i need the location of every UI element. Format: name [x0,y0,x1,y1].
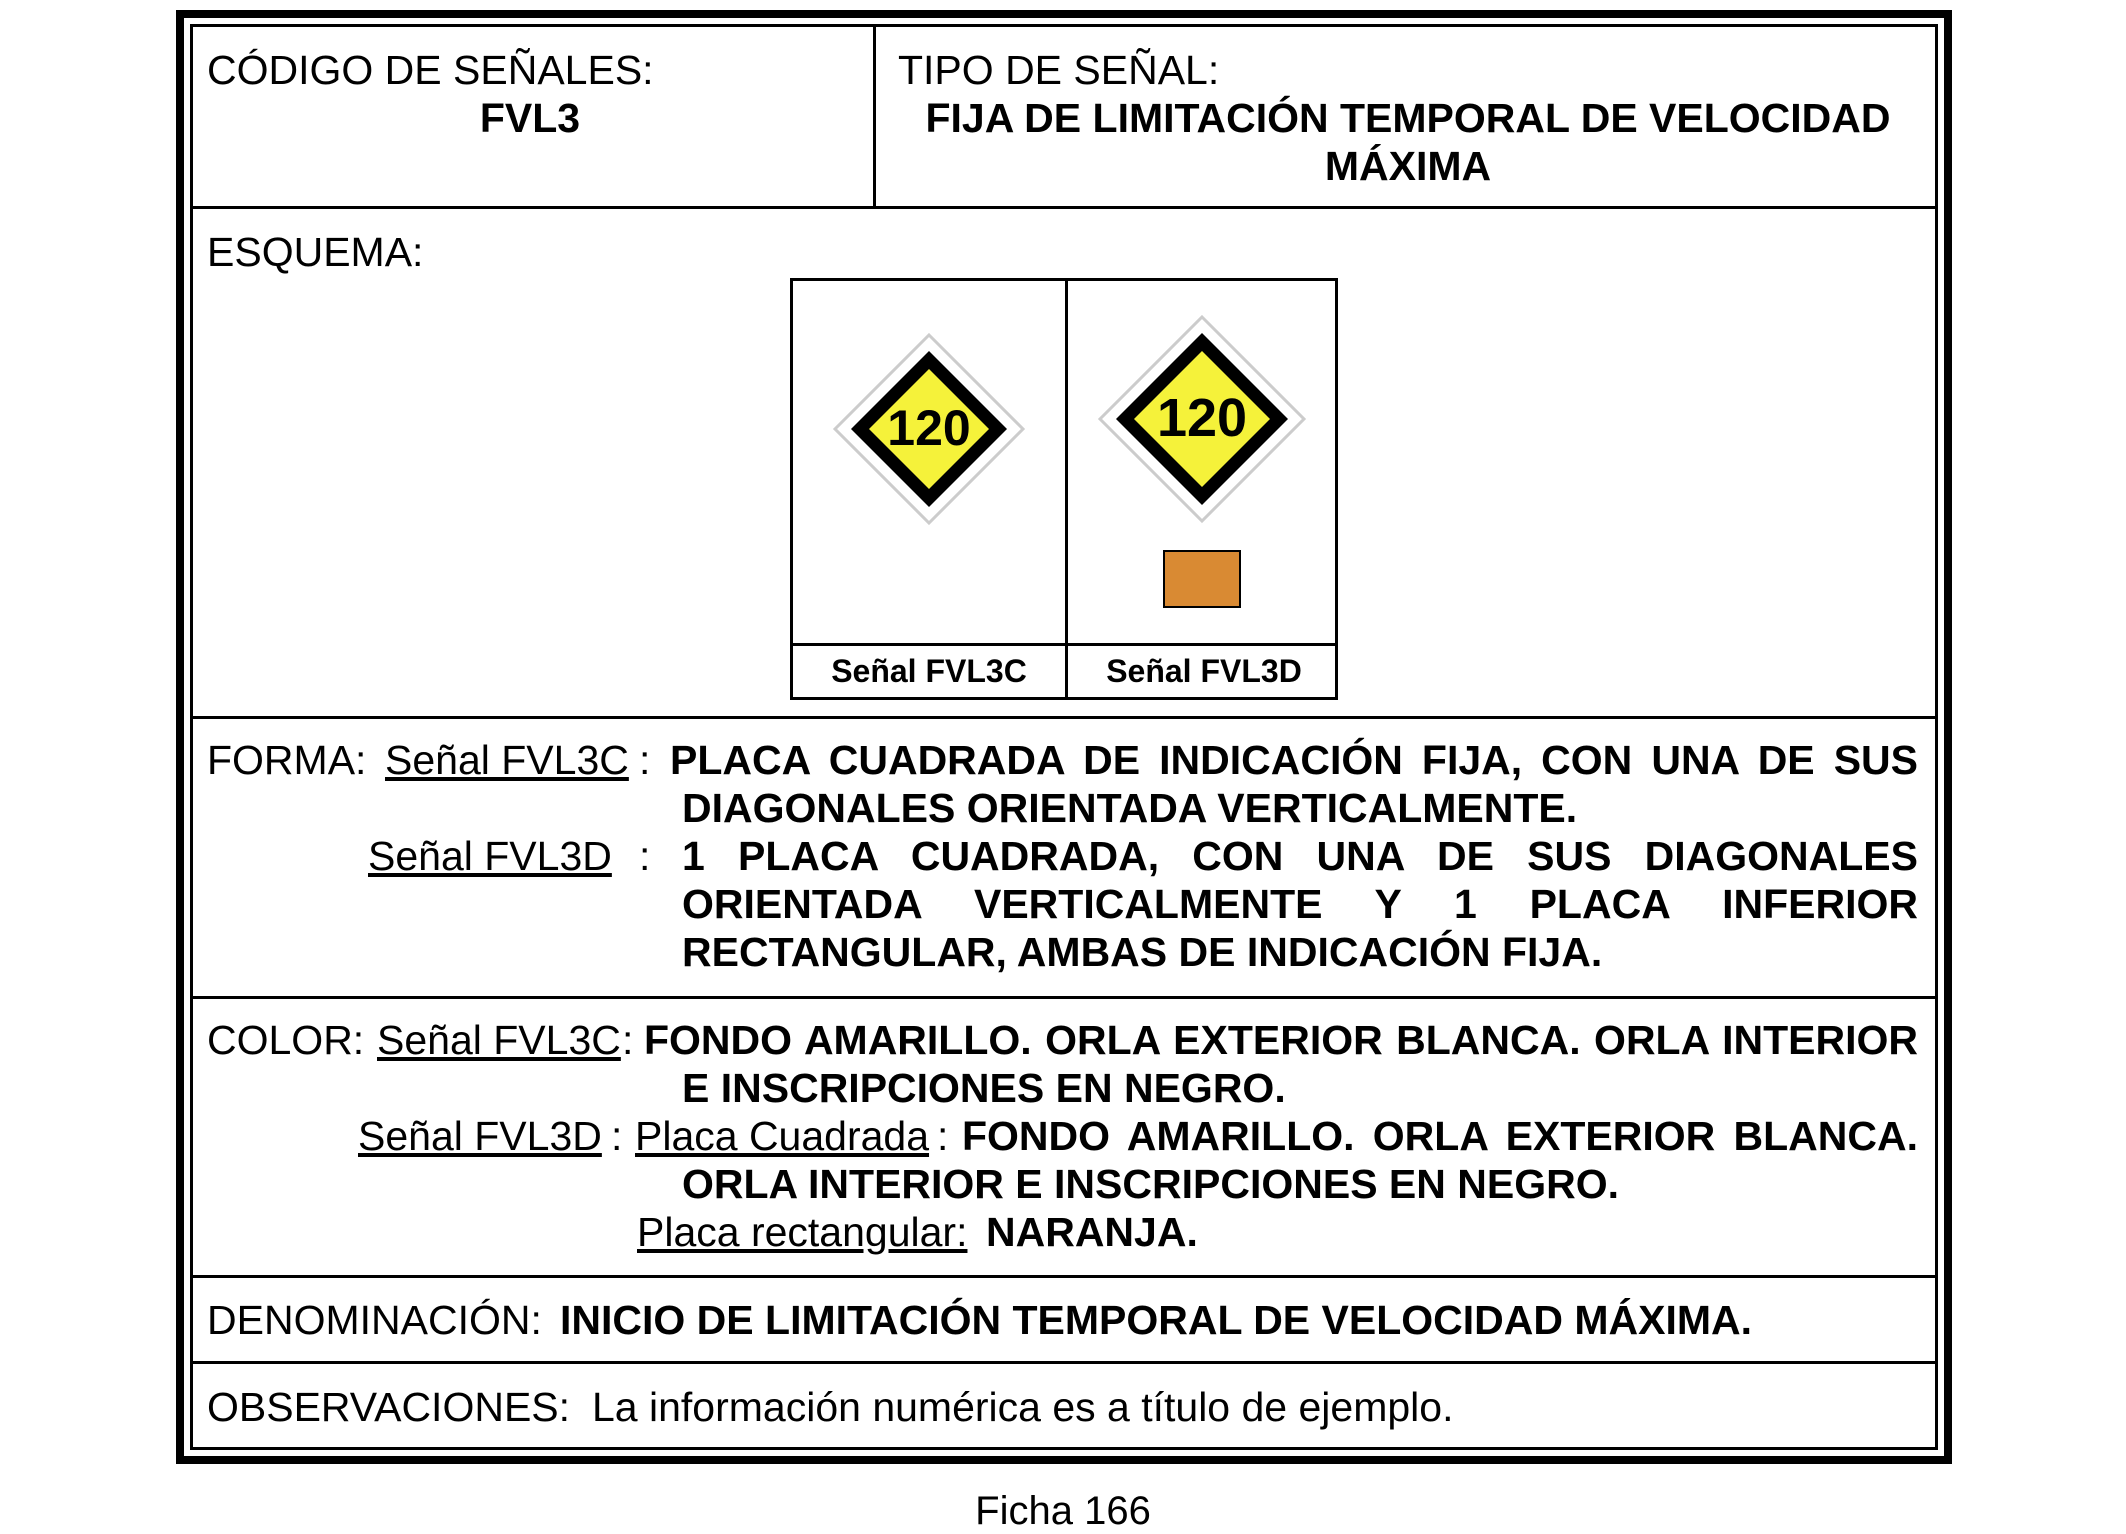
tipo-value-line1: FIJA DE LIMITACIÓN TEMPORAL DE VELOCIDAD [925,95,1891,141]
color-d-sub2-ref: Placa rectangular: [637,1209,968,1255]
divider-header [190,206,1938,209]
divider-esquema [190,716,1938,719]
color-label: COLOR: [207,1017,365,1063]
codigo-label: CÓDIGO DE SEÑALES: [207,47,654,93]
forma-c-ref: Señal FVL3C [385,737,629,783]
forma-c-line1: PLACA CUADRADA DE INDICACIÓN FIJA, CON UNA DE SUS [670,737,1918,783]
speed-number: 120 [887,400,971,456]
color-d-line1: FONDO AMARILLO. ORLA EXTERIOR BLANCA. [962,1113,1918,1159]
color-c-line2: E INSCRIPCIONES EN NEGRO. [682,1065,1286,1111]
forma-d-sep: : [639,833,651,879]
tipo-value-line2: MÁXIMA [1324,143,1492,189]
tipo-label: TIPO DE SEÑAL: [898,47,1220,93]
divider-denominacion [190,1361,1938,1364]
divider-color [190,1275,1938,1278]
forma-d-line1: 1 PLACA CUADRADA, CON UNA DE SUS DIAGONALES [682,833,1918,879]
denominacion-value: INICIO DE LIMITACIÓN TEMPORAL DE VELOCIDAD MÁXIMA. [560,1297,1753,1343]
forma-d-line2: ORIENTADA VERTICALMENTE Y 1 PLACA INFERIOR [682,881,1918,927]
footer-page-label: Ficha 166 [975,1489,1151,1533]
sign-figure [790,278,1338,700]
color-d-line2: ORLA INTERIOR E INSCRIPCIONES EN NEGRO. [682,1161,1620,1207]
forma-c-line2: DIAGONALES ORIENTADA VERTICALMENTE. [682,785,1578,831]
sign-fvl3c-image [793,281,1065,643]
denominacion-label: DENOMINACIÓN: [207,1297,542,1343]
color-c-line1: FONDO AMARILLO. ORLA EXTERIOR BLANCA. ORLA INTERIOR [644,1017,1918,1063]
speed-number: 120 [1156,388,1248,448]
observaciones-value: La información numérica es a título de ejemplo. [592,1384,1454,1430]
color-d-sub1-ref: Placa Cuadrada [635,1113,930,1159]
esquema-label: ESQUEMA: [207,229,424,275]
orange-plate-shape [1164,551,1240,607]
observaciones-label: OBSERVACIONES: [207,1384,571,1430]
color-d-ref: Señal FVL3D [358,1113,602,1159]
forma-d-ref: Señal FVL3D [368,833,612,879]
forma-d-line3: RECTANGULAR, AMBAS DE INDICACIÓN FIJA. [682,929,1603,975]
forma-c-sep: : [639,737,651,783]
divider-header-vertical [873,24,876,208]
forma-label: FORMA: [207,737,367,783]
caption-fvl3c: Señal FVL3C [831,653,1027,689]
color-c-ref: Señal FVL3C [377,1017,621,1063]
sign-fvl3d-image [1068,281,1338,643]
divider-forma [190,996,1938,999]
caption-fvl3d: Señal FVL3D [1106,653,1302,689]
codigo-value: FVL3 [479,95,581,141]
color-d-sub2-value: NARANJA. [986,1209,1198,1255]
